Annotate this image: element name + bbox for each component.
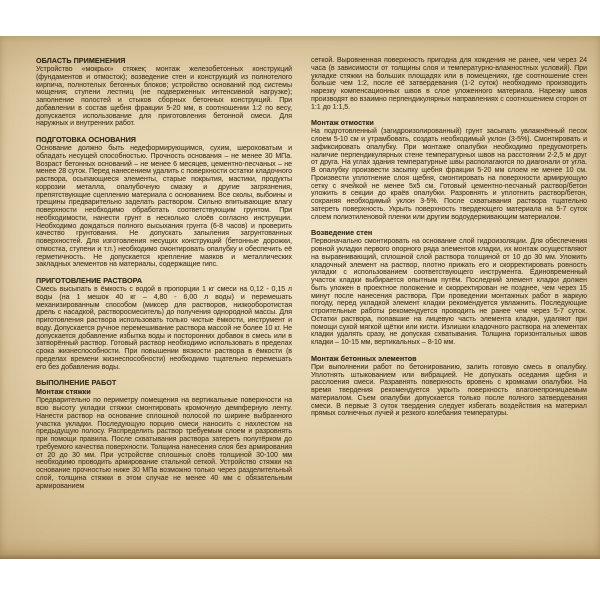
section-subheading: Возведение стен bbox=[311, 228, 373, 238]
text-columns bbox=[0, 36, 600, 559]
section-wall-erection bbox=[311, 229, 587, 347]
section-subheading: Монтаж стяжки bbox=[36, 387, 91, 397]
section-paragraph: При выполнении работ по бетонированию, залить готовую смесь в опалубку. Уплотнять штыкованием или вибрацией. Не допускать оседания щебня и расслоения смеси. Разравнять поверхность вровень с кромками опалубки. На время твердения рекомендуется укрыть поверхность влагонепроницаемым материалом. Съем опалубки допускается только после полного затвердевания смеси. В первые 3 суток твердения следует избегать воздействия на материал прямых солнечных лучей и резкого колебания температуры. bbox=[311, 363, 587, 418]
section-screed-continuation bbox=[311, 57, 587, 111]
section-heading: ПРИГОТОВЛЕНИЕ РАСТВОРА bbox=[36, 276, 143, 285]
section-concrete-elements bbox=[311, 355, 587, 418]
column-left bbox=[36, 57, 292, 559]
section-heading: ПОДГОТОВКА ОСНОВАНИЯ bbox=[36, 135, 137, 144]
section-paragraph: Смесь высыпать в ёмкость с водой в пропорции 1 кг смеси на 0,12 - 0,15 л воды (на 1 мешок 40 кг – 4,80 - 6,00 л воды) и перемешать механизированным способом (миксер для растворов, низкооборотистая дрель с насадкой, растворосмеситель) до получения однородной массы. Для приготовления раствора использовать только чистые ёмкости, инструмент и воду. Допускается ручное перемешивание раствора массой не более 10 кг. Не допускается добавление избытка воды и посторонних добавок в смесь или в затворённый раствор. Готовый раствор необходимо использовать в пределах срока жизнеспособности. При повышении вязкости раствора в ёмкости (в пределах времени жизнеспособности) необходимо тщательно перемешать его без добавления воды. bbox=[36, 286, 292, 371]
section-heading: ОБЛАСТЬ ПРИМЕНЕНИЯ bbox=[36, 56, 126, 65]
section-paragraph: Основание должно быть недеформирующимся, сухим, шероховатым и обладать несущей способностью. Прочность основания – не менее 30 МПа. Возраст бетонных оснований – не менее 6 месяцев, цементно-песчаных – не менее 28 суток. Перед нанесением удалить с поверхности остатки кладочного раствора, осыпающиеся элементы, старые покрытия, мастики, продукты коррозии металла, опалубочную смазку и другие загрязнения, препятствующие сцеплению материала с основанием. Все сколы, выбоины и трещины предварительно заделать раствором. Сильно впитывающие влагу поверхности необходимо обработать соответствующим грунтом. При необходимости, нанести грунт в несколько слоёв согласно инструкции. Необходимо дождаться полного высыхания грунта (6-8 часов) и проверить качество грунтования. Не допускать запыления загрунтованных поверхностей. Для изготовления несущих конструкций (бетонные дорожки, отмостка, ступени и т.п.) необходимо смонтировать опалубку и обеспечить её герметичность. Не допускается крепление маяков и металлических закладных элементов на материалы, содержащие гипс. bbox=[36, 145, 292, 269]
section-substrate-preparation bbox=[36, 136, 292, 269]
section-paragraph: Устройство «мокрых» стяжек; монтаж железобетонных конструкций (фундаментов и отмосток); возведение стен и конструкций из полнотелого кирпича, полнотелых бетонных блоков; устройство оснований под системы мощения; ступени лестниц (не подверженных интенсивной нагрузке); заполнение полостей и стыков сборных бетонных конструкций. При добавлении в состав щебня фракции 5-20 мм, в соотношении 1:2 по весу, допускается использование для приготовления бетонной смеси. Для наружных и внутренних работ. bbox=[36, 66, 292, 128]
section-subheading: Монтаж отмостки bbox=[311, 118, 374, 128]
section-application-area bbox=[36, 57, 292, 128]
instruction-sheet bbox=[0, 36, 600, 559]
section-subheading: Монтаж бетонных элементов bbox=[311, 353, 417, 363]
section-paragraph: сеткой. Выровненная поверхность пригодна для хождения не ранее, чем через 24 часа (в зависимости от толщины слоя и температурно-влажностных условий). При укладке стяжки на больших площадях или в помещениях, где соотношение стен больше чем 1:2, после её затвердевания (1-2 суток) необходимо производить нарезку компенсационных швов в слое уложенного материала. Нарезку швов производят во взаимно перпендикулярных направлениях с соотношением сторон от 1:1 до 1:1,5. bbox=[311, 57, 587, 111]
section-blind-area-installation bbox=[311, 119, 587, 221]
section-paragraph: На подготовленный (загидроизолированный) грунт засыпать увлажнённый песок слоем 5-10 см и утрамбовать, создать необходимый уклон (3-5%). Смонтировать и зафиксировать опалубку. При монтаже опалубки необходимо предусмотреть наличие перпендикулярных стене температурных швов на расстоянии 2-2,5 м друг от друга. На углах здания температурные швы располагаются по диагонали от угла. В опалубку произвести засыпку щебня фракции 5-20 мм слоем не менее 10 см. Произвести уплотнение слоя щебня, смонтировать на поверхности армирующую сетку с ячейкой не менее 5x5 см. Готовый цементно-песчаный раствор/бетон уложить в секции до краёв опалубки. Разровнять и уплотнить раствор/бетон, сохраняя необходимый уклон 3-5%. После схватывания раствора тщательно затереть поверхность. Укрыть поверхность твердеющего материала на 5-7 суток слоем полиэтиленовой пленки или другим водоудерживающим материалом. bbox=[311, 128, 587, 221]
section-paragraph: Первоначально смонтировать на основание слой гидроизоляции. Для обеспечения ровной укладки первого опорного ряда элементов кладки, их монтаж осуществляют на выравнивающий, сплошной слой раствора толщиной от 10 до 30 мм. Уложить кладочный элемент на раствор, плотно прижать его и скорректировать ровность укладки с использованием соответствующего инструмента. Единовременный участок кладки выбирается опытным путём. Последний элемент кладки должен быть уложен в проектное положение и скорректирован не позднее, чем через 15 минут после нанесения раствора. При проведении монтажных работ в жаркую погоду, перед укладкой элемент кладки рекомендуется увлажнить. Последующие строительные работы рекомендуется проводить не ранее чем через 5-7 суток. Остатки раствора, попавшие на лицевую часть элемента кладки, удаляют при помощи сухой мягкой щётки или кисти. Излишки кладочного раствора на элементах кладки удалять сразу, не допуская схватывания. Толщина горизонтальных швов кладки – 10-15 мм, вертикальных – 8-10 мм. bbox=[311, 238, 587, 346]
section-heading: ВЫПОЛНЕНИЕ РАБОТ bbox=[36, 378, 117, 388]
section-paragraph: Предварительно по периметру помещения на вертикальные поверхности на всю высоту укладки стяжки смонтировать кромочную демпферную ленту. Нанести раствор на основание сплошной полосой по ширине выбранного участка укладки. Последующую порцию смеси наносить с нахлестом на предыдущую полосу. Распределить раствор требуемым слоем и разровнять при помощи правила. После схватывания раствора затереть полутёрком до требуемого качества поверхности. Толщина нанесения слоя без армирования от 20 до 30 мм. При устройстве сплошных слоёв толщиной 30-100 мм необходимо проводить армирование стальной сеткой. Устройство стяжки на основание прочностью ниже 30 МПа возможно только через разделительный слой, толщина стяжки в этом случае не менее 40 мм с обязательным армированием bbox=[36, 397, 292, 490]
column-right bbox=[311, 57, 587, 559]
section-work-execution-screed bbox=[36, 379, 292, 490]
section-mortar-preparation bbox=[36, 277, 292, 371]
